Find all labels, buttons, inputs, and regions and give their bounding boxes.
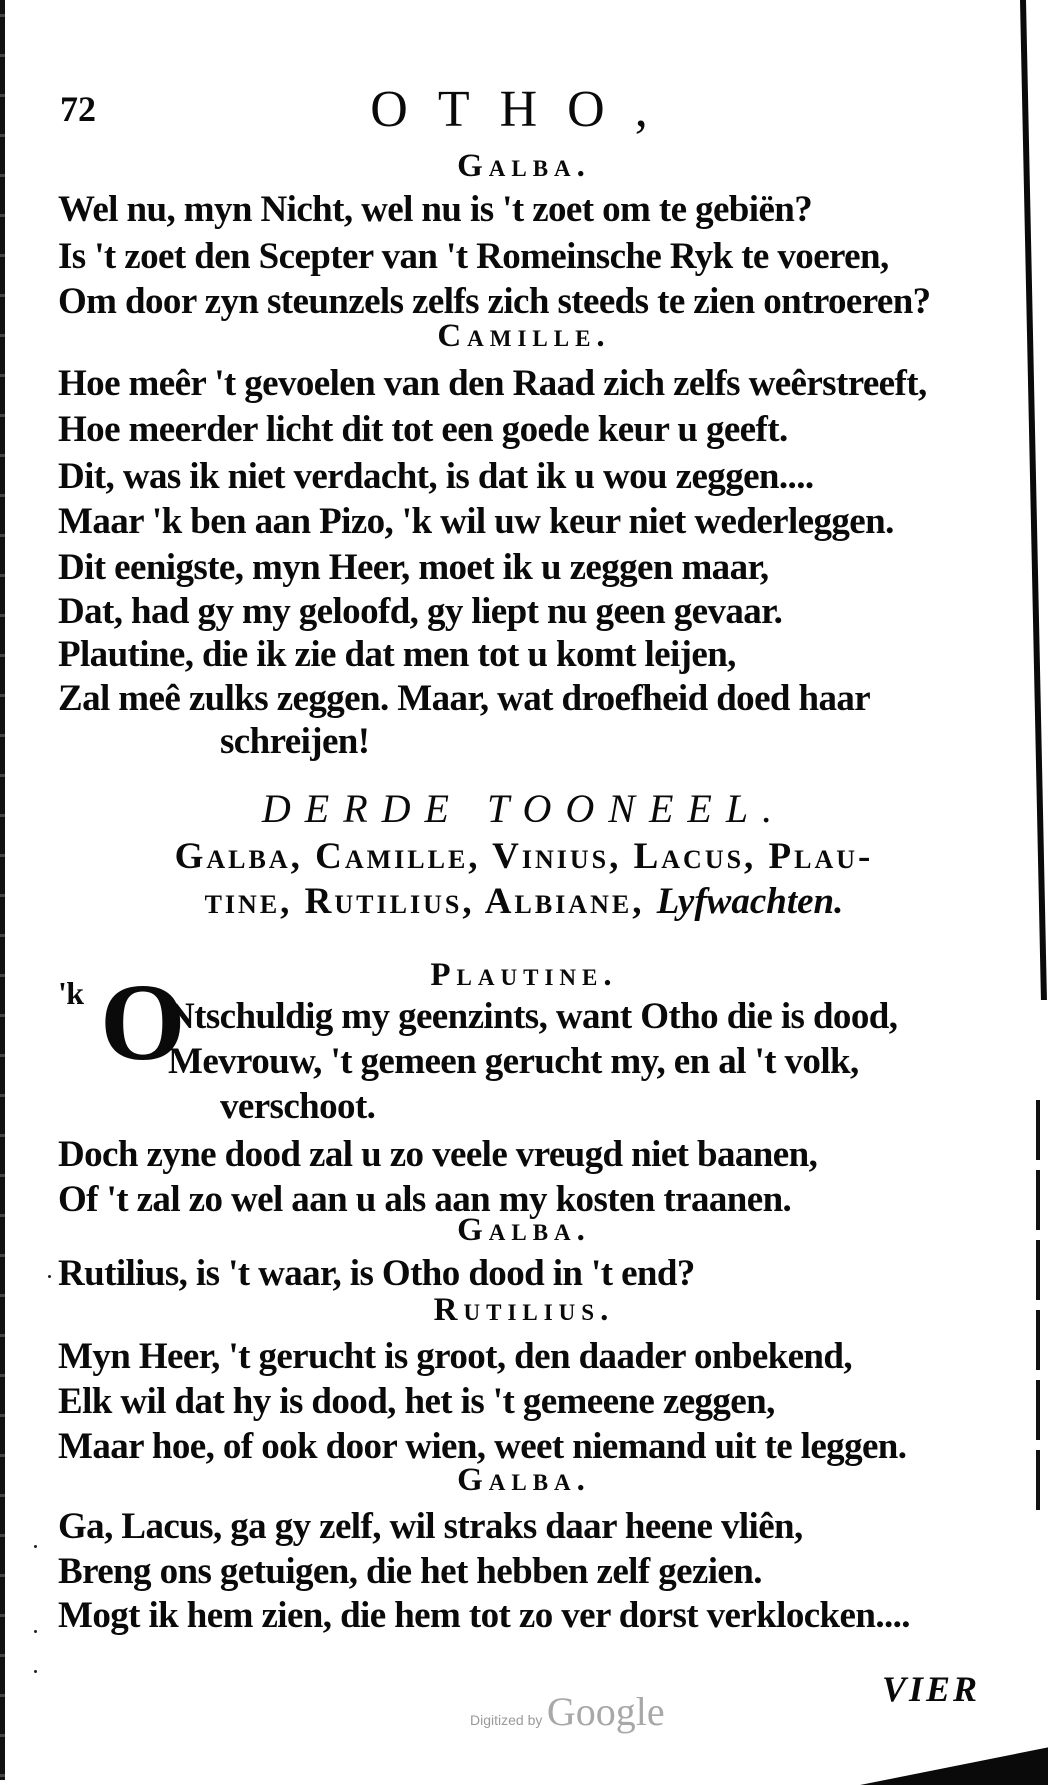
verse-line: Rutilius, is 't waar, is Otho dood in 't end? [58, 1253, 695, 1294]
verse-line: Maar 'k ben aan Pizo, 'k wil uw keur niet wederleggen. [58, 501, 894, 542]
verse-line: Mevrouw, 't gemeen gerucht my, en al 't volk, [168, 1041, 859, 1082]
speaker-heading: Galba. [457, 148, 591, 184]
verse-line: Breng ons getuigen, die het hebben zelf gezien. [58, 1551, 762, 1592]
verse-line: Plautine, die ik zie dat men tot u komt leijen, [58, 634, 736, 675]
speaker-heading: Galba. [457, 1462, 591, 1498]
speaker-heading: Rutilius. [433, 1292, 615, 1328]
cast-list-line-2 [0, 880, 1048, 923]
running-title: OTHO, [370, 81, 678, 138]
scan-speck [34, 1630, 37, 1633]
catchword: VIER [882, 1669, 981, 1709]
verse-line: Hoe meerder licht dit tot een goede keur u geeft. [58, 409, 788, 450]
verse-line: Elk wil dat hy is dood, het is 't gemeene zeggen, [58, 1381, 775, 1422]
verse-line: Wel nu, myn Nicht, wel nu is 't zoet om te gebiën? [58, 189, 813, 230]
cast-list-guards: Lyfwachten. [656, 881, 844, 922]
digitization-watermark [470, 1688, 665, 1735]
speaker-heading: Plautine. [430, 957, 618, 993]
verse-line: Myn Heer, 't gerucht is groot, den daader onbekend, [58, 1336, 853, 1377]
scan-speck [34, 1545, 37, 1548]
scene-title: DERDE TOONEEL. [261, 786, 787, 831]
verse-line: Hoe meêr 't gevoelen van den Raad zich zelfs weêrstreeft, [58, 363, 927, 404]
cast-list-names: tine, Rutilius, Albiane, [204, 881, 645, 922]
verse-line: Ntschuldig my geenzints, want Otho die is dood, [168, 996, 898, 1037]
verse-line: Dit eenigste, myn Heer, moet ik u zeggen maar, [58, 547, 769, 588]
verse-line: Is 't zoet den Scepter van 't Romeinsche Ryk te voeren, [58, 236, 889, 277]
speaker-heading: Galba. [457, 1212, 591, 1248]
speaker-heading: Camille. [437, 318, 611, 354]
verse-line: Om door zyn steunzels zelfs zich steeds te zien ontroeren? [58, 281, 931, 322]
verse-prefix: 'k [58, 975, 84, 1011]
verse-line: Zal meê zulks zeggen. Maar, wat droefheid doed haar [58, 678, 871, 719]
page-corner-shadow [860, 1745, 1048, 1785]
verse-line-continuation: verschoot. [220, 1086, 376, 1127]
verse-line: Maar hoe, of ook door wien, weet niemand uit te leggen. [58, 1426, 907, 1467]
watermark-brand: Google [546, 1689, 665, 1734]
verse-line: Doch zyne dood zal u zo veele vreugd niet baanen, [58, 1134, 818, 1175]
verse-line: Dat, had gy my geloofd, gy liept nu geen gevaar. [58, 591, 783, 632]
scan-speck [48, 1275, 51, 1278]
drop-cap-letter: O [100, 961, 186, 1083]
cast-list-line-1: Galba, Camille, Vinius, Lacus, Plau- [174, 836, 874, 877]
verse-line-continuation: schreijen! [220, 721, 370, 762]
watermark-prefix: Digitized by [470, 1712, 543, 1728]
verse-line: Ga, Lacus, ga gy zelf, wil straks daar heene vliên, [58, 1506, 803, 1547]
scan-speck [34, 1670, 37, 1673]
page-number: 72 [60, 89, 96, 129]
verse-line: Dit, was ik niet verdacht, is dat ik u wou zeggen.... [58, 456, 814, 497]
verse-line: Of 't zal zo wel aan u als aan my kosten traanen. [58, 1179, 792, 1220]
verse-line: Mogt ik hem zien, die hem tot zo ver dorst verklocken.... [58, 1595, 910, 1636]
